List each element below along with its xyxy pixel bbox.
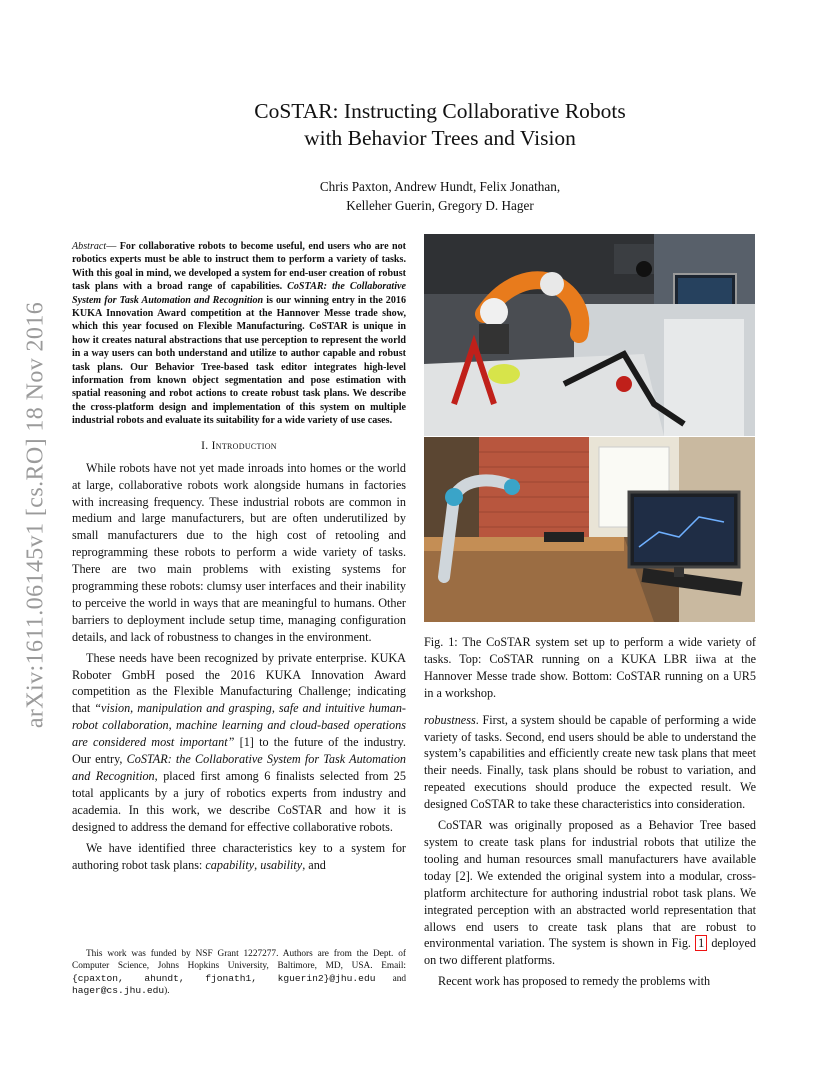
authors-line-1: Chris Paxton, Andrew Hundt, Felix Jonathan, [319,179,561,194]
footnote-text-3: ). [164,986,170,997]
footnote-text-1: This work was funded by NSF Grant 1227277. Authors are from the Dept. of Computer Science, Johns Hopkins University, Baltimore, MD, USA. Email: [72,949,406,972]
kuka-photo-illustration [424,234,755,436]
right-paragraph-1 [424,712,756,813]
footnote-emails-2: hager@cs.jhu.edu [72,985,165,997]
left-column [72,240,406,873]
paper-title [150,98,730,152]
right-paragraph-3: Recent work has proposed to remedy the problems with [438,974,711,989]
title-line-1: CoSTAR: Instructing Collaborative Robots [254,99,626,123]
p3-part-a: We have identified three characteristics key to a system for authoring robot task plans: [72,840,406,872]
abstract-part-2: is our winning entry in the 2016 KUKA Innovation Award competition at the Hannover Messe trade show, which this year focused on Flexible Manufacturing. CoSTAR is unique in how it creates natural abstractions that use perception to represent the world in a way users can both understand and utilize to author capable and robust task plans. Our Behavior Tree-based task editor integrates high-level information from known object segmentation and pose estimation with spatial reasoning and robot actions to create robust task plans. We describe the cross-platform design and implementation of this system on multiple industrial robots and evaluate its suitability for a wide variety of use cases. [72,294,406,427]
right-column [424,234,756,990]
right-p2-part-b: deployed on two different platforms. [424,936,756,968]
p3-usability: usability [260,857,303,872]
footnote [72,948,406,998]
intro-paragraph-2 [72,650,406,836]
abstract [72,240,406,428]
intro-paragraph-3 [72,840,406,874]
figure-1-caption: Fig. 1: The CoSTAR system set up to perform a wide variety of tasks. Top: CoSTAR running on a KUKA LBR iiwa at the Hannover Messe trade show. Bottom: CoSTAR running on a UR5 in a workshop. [424,635,756,700]
p3-sep-2: , and [302,857,326,872]
section-number: I. [201,439,212,452]
authors-line-2: Kelleher Guerin, Gregory D. Hager [346,198,534,213]
section-heading-introduction [72,440,406,452]
footnote-emails-1: {cpaxton, ahundt, fjonath1, kguerin2}@jhu.edu [72,972,376,984]
right-paragraph-2 [424,817,756,969]
right-p1-text: . First, a system should be capable of performing a wide variety of tasks. Second, end users should be able to understand the system’s capabilities and efficiently create new task plans that meet their needs. Finally, task plans should be robust to variation, and repeated executions should produce the expected result. We designed CoSTAR to take these characteristics into consideration. [424,712,756,812]
p2-part-b: [1] to the future of the industry. Our entry, [72,735,406,767]
p2-part-c: , placed first among 6 finalists selected from 25 total applicants by a jury of robotics experts from industry and academia. In this work, we describe CoSTAR and how it is designed to address the demand for effective collaborative robots. [72,769,406,834]
p2-system-name: CoSTAR: the Collaborative System for Task Automation and Recognition [72,752,407,783]
photo-kuka-trade-show [424,234,755,436]
abstract-system-name: CoSTAR: the Collaborative System for Task Automation and Recognition [72,281,406,306]
arxiv-identifier: arXiv:1611.06145v1 [cs.RO] 18 Nov 2016 [22,301,49,729]
intro-paragraph-1: While robots have not yet made inroads into homes or the world at large, collaborative robots work alongside humans in factories with increasing frequency. These industrial robots are common in medium and large manufacturers, but are often underutilized by small manufacturers due to the high cost of retooling and reprogramming these robots to perform a wide variety of tasks. There are two main problems with existing systems for programming these robots: clumsy user interfaces and their inability to perceive the world in ways that are meaningful to humans. Other barriers to deployment include setup time, managing configuration details, and lack of robustness to changes in the environment. [72,460,406,644]
section-title: Introduction [211,439,277,452]
author-list [180,177,700,215]
right-p2-part-a: CoSTAR was originally proposed as a Behavior Tree based system to create task plans for industrial robots that utilize the tooling and human resources small manufacturers have available today [2]. We extended the original system into a modular, cross-platform architecture for authoring industrial robot task plans. We integrated perception with an abstracted world representation that allows end users to create task plans that are robust to environmental variation. The system is shown in Fig. [424,818,756,951]
figure-reference-link[interactable]: 1 [695,935,707,951]
title-line-2: with Behavior Trees and Vision [304,126,576,150]
p3-sep-1: , [254,857,261,872]
footnote-text-2: and [375,973,406,984]
p3-capability: capability [205,857,255,872]
figure-1 [424,234,755,622]
abstract-label: Abstract [72,241,107,252]
photo-ur5-workshop [424,437,755,622]
p2-part-a: These needs have been recognized by private enterprise. KUKA Roboter GmbH posed the 2016 KUKA Innovation Award competition as the Flexible Manufacturing Challenge; indicating that [72,650,406,716]
abstract-dash: — [106,241,120,252]
robustness-term: robustness [424,712,476,727]
arxiv-sidebar [16,275,56,755]
ur5-photo-illustration [424,437,755,622]
p2-quote: “vision, manipulation and grasping, safe and intuitive human-robot collaboration, machine learning and cloud-based operations are considered most important” [72,701,406,750]
abstract-part-1: For collaborative robots to become useful, end users who are not robotics experts must be able to instruct them to perform a variety of tasks. With this goal in mind, we developed a system for end-user creation of robust task plans with a broad range of capabilities. [72,241,406,293]
